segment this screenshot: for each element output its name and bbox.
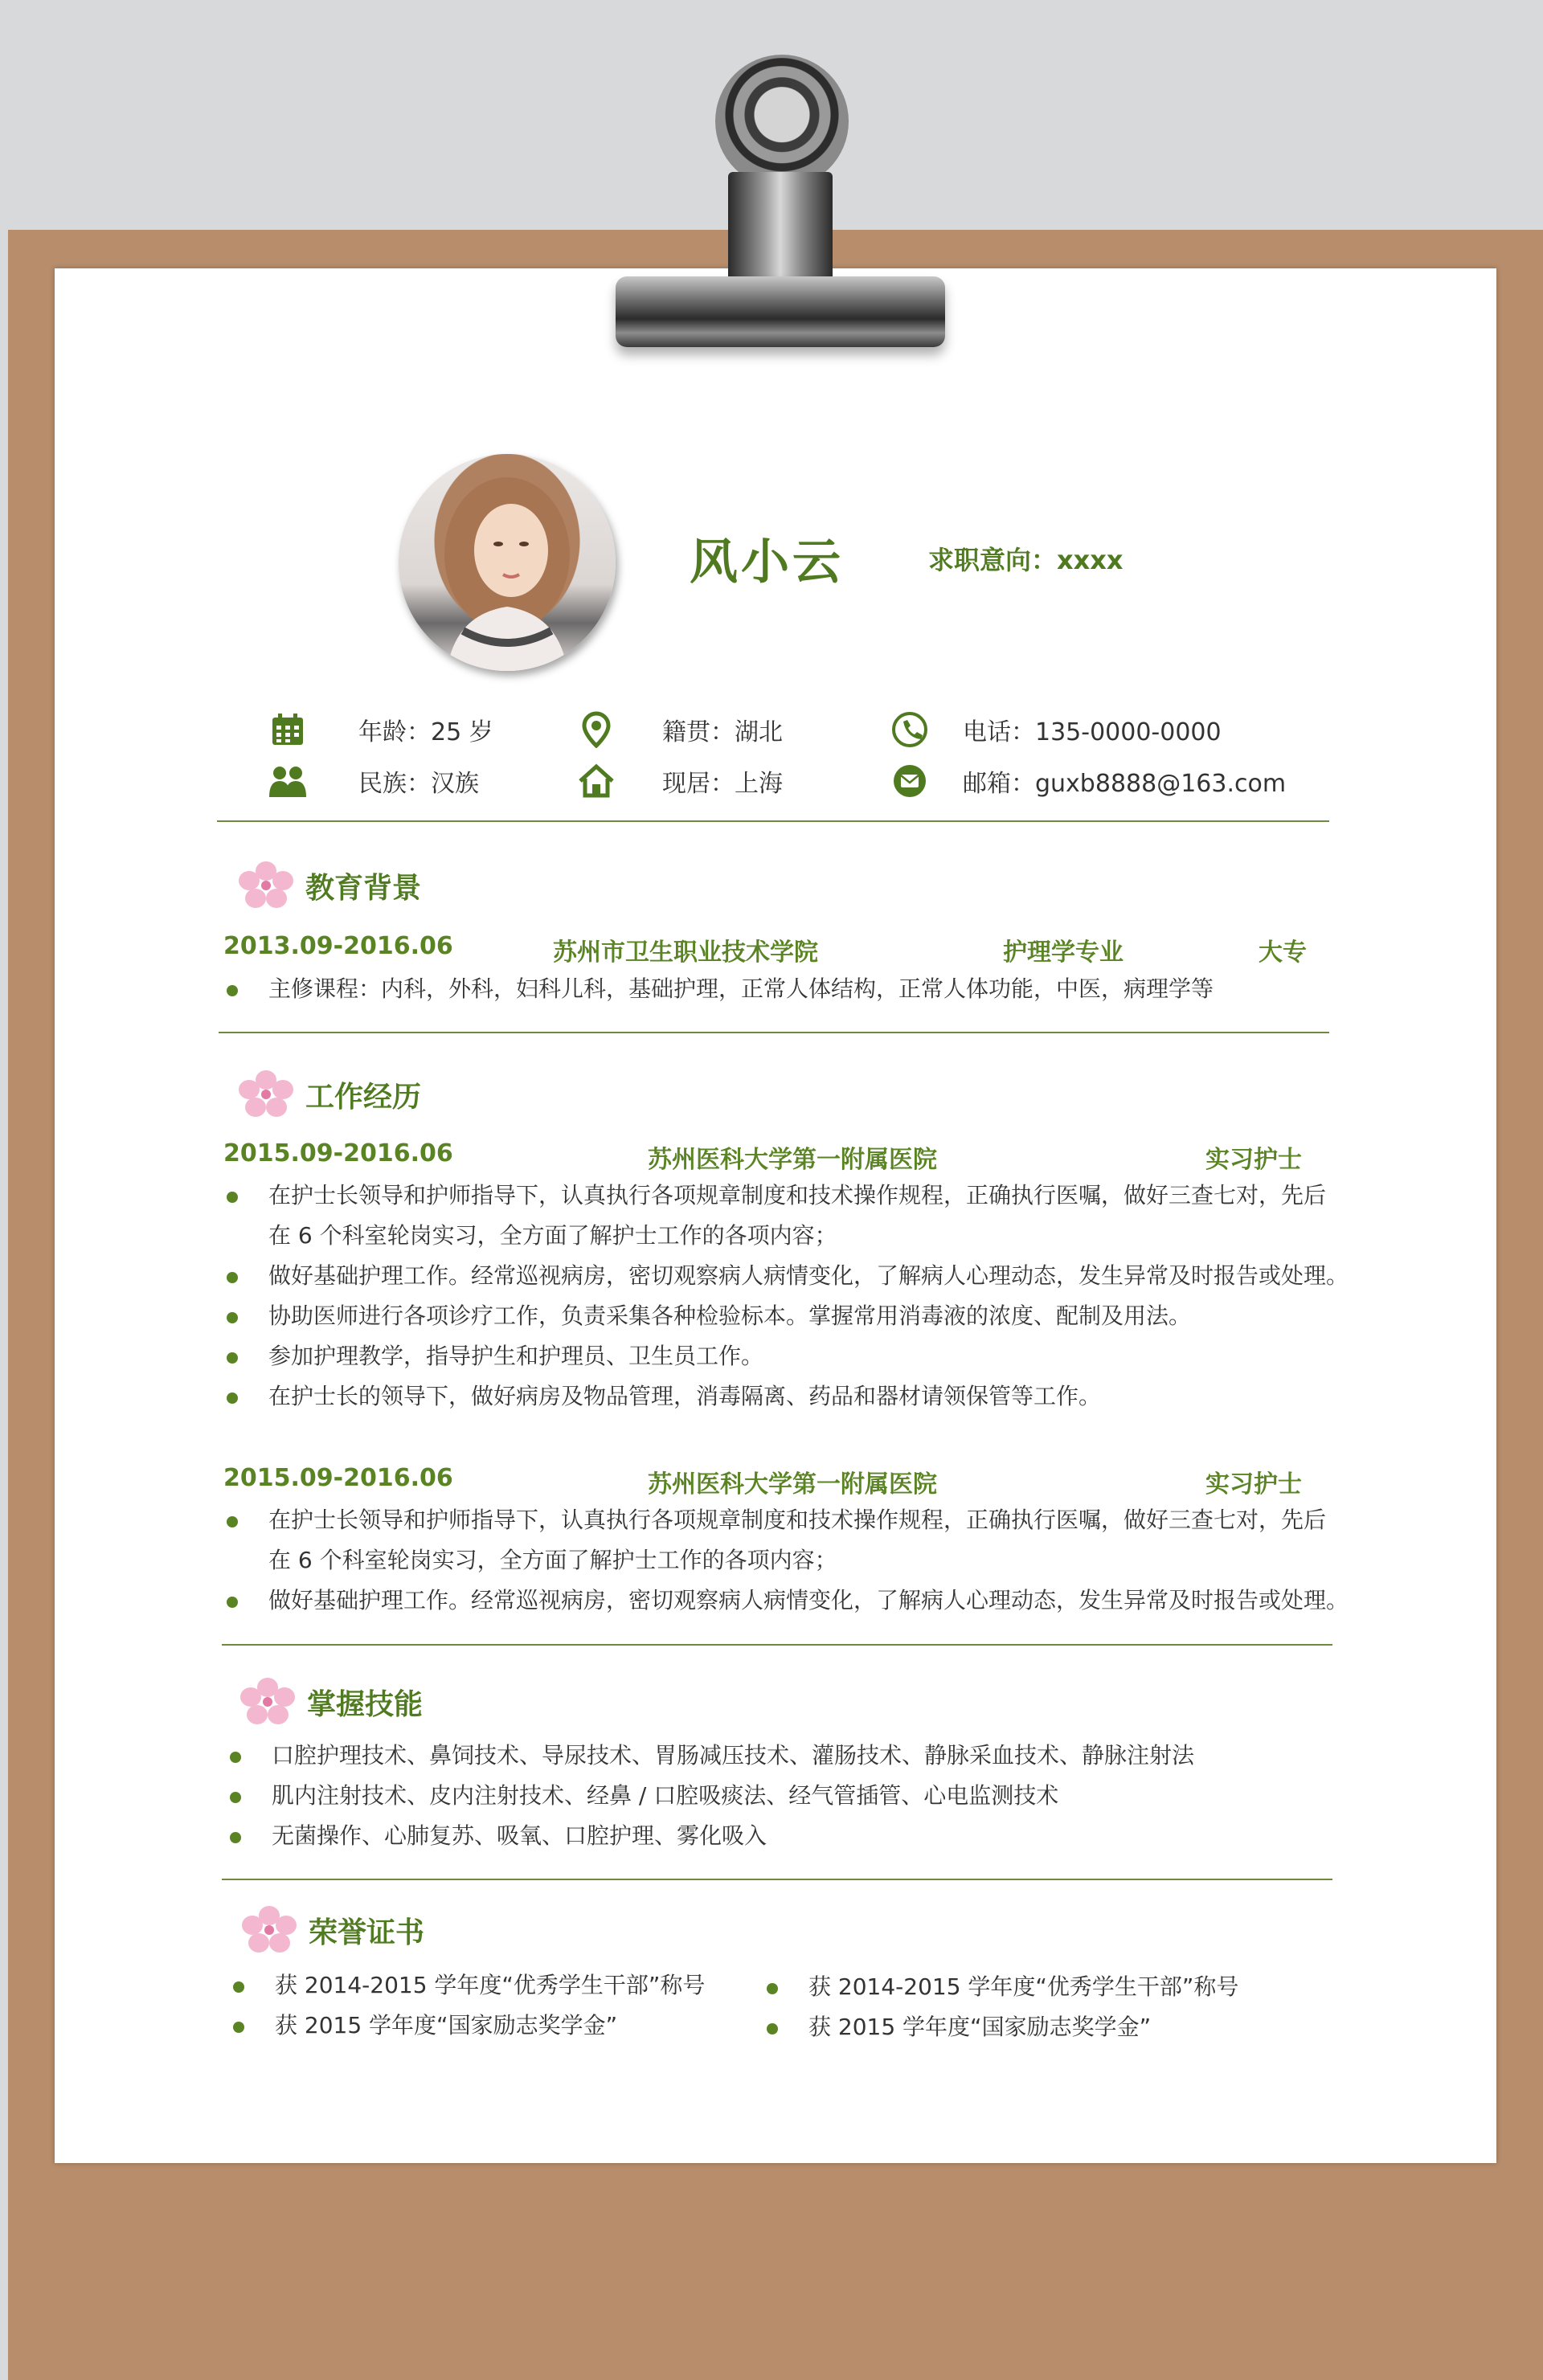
- home-icon: [577, 762, 616, 800]
- phone-icon: [890, 710, 929, 749]
- list-item: 获 2014-2015 学年度“优秀学生干部”称号: [230, 1965, 705, 2006]
- binder-clip-stem: [728, 172, 833, 292]
- flower-icon: [230, 1069, 302, 1120]
- info-email: 邮箱：guxb8888@163.com: [890, 762, 1286, 800]
- candidate-name: 风小云: [690, 534, 844, 591]
- flower-icon: [230, 860, 302, 911]
- education-school: 苏州市卫生职业技术学院: [553, 939, 818, 967]
- divider: [219, 1032, 1329, 1033]
- info-residence: 现居：上海: [577, 762, 783, 800]
- info-ethnicity: 民族：汉族: [268, 762, 479, 800]
- job-objective: 求职意向：xxxx: [928, 545, 1123, 575]
- list-item: 参加护理教学，指导护生和护理员、卫生员工作。: [223, 1336, 1349, 1376]
- binder-clip-icon: [715, 55, 849, 188]
- section-title-work: 工作经历: [230, 1069, 421, 1120]
- list-item: 获 2015 学年度“国家励志奖学金”: [763, 2007, 1238, 2047]
- list-item: 在护士长的领导下，做好病房及物品管理，消毒隔离、药品和器材请领保管等工作。: [223, 1376, 1349, 1417]
- honors-list-left: [230, 1965, 705, 2046]
- divider: [217, 820, 1329, 822]
- calendar-icon: [268, 710, 307, 749]
- list-item: 口腔护理技术、鼻饲技术、导尿技术、胃肠减压技术、灌肠技术、静脉采血技术、静脉注射法: [227, 1736, 1194, 1776]
- flower-icon: [233, 1904, 305, 1956]
- divider: [222, 1644, 1332, 1646]
- mail-icon: [890, 762, 929, 800]
- honors-list-right: [763, 1967, 1238, 2047]
- education-period: 2013.09-2016.06: [223, 932, 453, 960]
- binder-clip-base: [616, 276, 945, 347]
- education-degree: 大专: [1259, 939, 1307, 967]
- list-item: 获 2014-2015 学年度“优秀学生干部”称号: [763, 1967, 1238, 2007]
- list-item: 无菌操作、心肺复苏、吸氧、口腔护理、雾化吸入: [227, 1816, 1194, 1856]
- list-item: 肌内注射技术、皮内注射技术、经鼻 / 口腔吸痰法、经气管插管、心电监测技术: [227, 1776, 1194, 1816]
- education-details: [223, 969, 1214, 1009]
- flower-icon: [231, 1676, 304, 1728]
- portrait-icon: [399, 454, 616, 671]
- location-pin-icon: [577, 710, 616, 749]
- section-title-skills: 掌握技能: [231, 1676, 423, 1728]
- list-item: 主修课程：内科，外科，妇科儿科，基础护理，正常人体结构，正常人体功能，中医，病理学等: [223, 969, 1214, 1009]
- skills-list: [227, 1736, 1194, 1856]
- list-item: 在护士长领导和护师指导下，认真执行各项规章制度和技术操作规程，正确执行医嘱，做好三查七对，先后 在 6 个科室轮岗实习，全方面了解护士工作的各项内容；: [223, 1176, 1349, 1256]
- section-title-honors: 荣誉证书: [233, 1904, 424, 1956]
- divider: [222, 1879, 1332, 1880]
- list-item: 获 2015 学年度“国家励志奖学金”: [230, 2006, 705, 2046]
- info-phone: 电话：135-0000-0000: [890, 710, 1222, 749]
- list-item: 做好基础护理工作。经常巡视病房，密切观察病人病情变化，了解病人心理动态，发生异常及时报告或处理。: [223, 1256, 1349, 1296]
- work-duties-2: [223, 1500, 1349, 1621]
- list-item: 协助医师进行各项诊疗工作，负责采集各种检验标本。掌握常用消毒液的浓度、配制及用法。: [223, 1296, 1349, 1336]
- list-item: 做好基础护理工作。经常巡视病房，密切观察病人病情变化，了解病人心理动态，发生异常及时报告或处理。: [223, 1581, 1349, 1621]
- people-icon: [268, 762, 307, 800]
- list-item: 在护士长领导和护师指导下，认真执行各项规章制度和技术操作规程，正确执行医嘱，做好三查七对，先后 在 6 个科室轮岗实习，全方面了解护士工作的各项内容；: [223, 1500, 1349, 1581]
- education-major: 护理学专业: [1003, 939, 1123, 967]
- section-title-education: 教育背景: [230, 860, 421, 911]
- info-origin: 籍贯：湖北: [577, 710, 783, 749]
- info-age: 年龄：25 岁: [268, 710, 493, 749]
- avatar: [399, 454, 616, 671]
- work-duties-1: [223, 1176, 1349, 1417]
